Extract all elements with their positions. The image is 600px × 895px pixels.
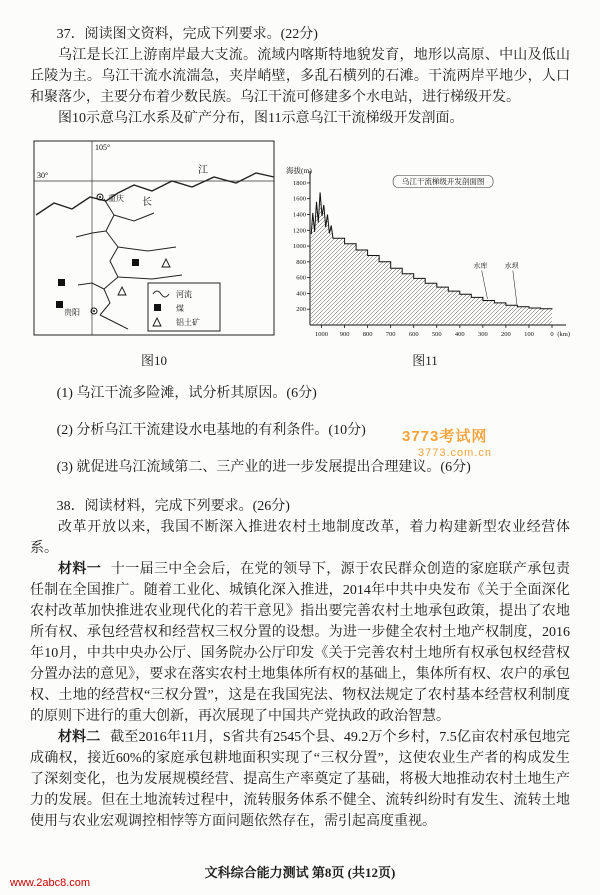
- x-tick-label: 900: [339, 331, 350, 338]
- watermark-site-url: 3773.com.cn: [418, 446, 492, 459]
- y-tick-label: 1800: [293, 179, 306, 187]
- x-tick-label: 800: [362, 331, 373, 338]
- q38-material-2: [30, 727, 570, 832]
- q37-subquestion-1: (1) 乌江干流多险滩，试分析其原因。(6分): [56, 386, 317, 401]
- y-tick-label: 1600: [293, 195, 306, 203]
- bauxite-deposit-marker: [118, 287, 126, 295]
- q37-paragraph-2: 图10示意乌江水系及矿产分布，图11示意乌江干流梯级开发剖面。: [58, 111, 464, 126]
- x-tick-label: 600: [408, 331, 419, 338]
- q37-paragraph-1: 乌江是长江上游南岸最大支流。流域内喀斯特地貌发育，地形以高原、中山及低山丘陵为主。乌江干流水流湍急，夹岸峭壁，多乱石横列的石滩。干流两岸平地少，人口和聚落少，主要分布着少数民族。乌江干流可修建多个水电站，进行梯级开发。: [30, 48, 570, 105]
- legend-coal-label: 煤: [176, 304, 184, 313]
- x-tick-label: 1000: [315, 331, 329, 338]
- x-tick-label: 300: [477, 331, 488, 338]
- wujiang-tributary: [76, 231, 106, 237]
- x-axis-unit: (km): [557, 331, 570, 338]
- watermark-site-name: 3773考试网: [402, 428, 488, 445]
- y-axis-label: 海拔(m): [286, 166, 312, 175]
- wujiang-tributary: [78, 283, 104, 289]
- legend-coal-symbol: [154, 304, 161, 311]
- material-1-label: 材料一: [58, 562, 102, 577]
- y-tick-label: 1200: [293, 227, 306, 235]
- legend-river-label: 河流: [176, 290, 192, 299]
- y-tick-label: 800: [296, 258, 306, 266]
- chongqing-city-dot: [99, 196, 101, 198]
- wujiang-tributary: [114, 213, 154, 221]
- elevation-profile-chart: [280, 165, 570, 341]
- bauxite-deposit-marker: [162, 259, 170, 267]
- watermark-3773: [402, 428, 492, 461]
- material-2-label: 材料二: [58, 730, 101, 745]
- parallel-30-label: 30°: [37, 171, 49, 180]
- x-tick-label: 400: [454, 331, 465, 338]
- source-site-link: www.2abc8.com: [10, 877, 91, 889]
- figures-row: [30, 135, 570, 371]
- legend-bauxite-symbol: [153, 318, 161, 326]
- reservoir-label: 水库: [473, 262, 488, 271]
- q38-intro: 改革开放以来，我国不断深入推进农村土地制度改革，着力构建新型农业经营体系。: [30, 520, 570, 556]
- page-footer: 文科综合能力测试 第8页 (共12页): [204, 865, 396, 880]
- wujiang-river-map: [30, 135, 278, 341]
- x-tick-label: 500: [431, 331, 442, 338]
- figure-10-caption: 图10: [140, 353, 167, 368]
- yangtze-river-line: [36, 173, 274, 215]
- dam-label: 水坝: [504, 262, 519, 271]
- material-1-text: 十一届三中全会后，在党的领导下，源于农民群众创造的家庭联产承包责任制在全国推广。随着工业化、城镇化深入推进，2014年中共中央发布《关于全面深化农村改革加快推进农业现代化的若干意见》指出要完善农村土地承包政策，提出了农地所有权、承包经营权和经营权三权分置的设想。为进一步健全农村土地产权制度，2016年10月，中共中央办公厅、国务院办公厅印发《关于完善农村土地所有权承包权经营权分置办法的意见》，要求在落实农村土地集体所有权的基础上，集体所有权、农户的承包权、土地的经营权“三权分置”，这是在我国宪法、物权法规定了农村基本经营权利制度的原则下进行的重大创新，再次展现了中国共产党执政的政治智慧。: [30, 562, 570, 724]
- figure-10: [30, 135, 278, 371]
- x-tick-label: 700: [385, 331, 396, 338]
- guiyang-label: 贵阳: [64, 308, 80, 317]
- q37-subquestion-2: (2) 分析乌江干流建设水电基地的有利条件。(10分): [56, 423, 366, 438]
- y-tick-label: 200: [296, 306, 306, 314]
- meridian-105-label: 105°: [95, 143, 111, 152]
- x-tick-label: 100: [524, 331, 534, 338]
- coal-deposit-marker: [132, 259, 139, 266]
- wujiang-main-stem: [100, 199, 118, 315]
- chart-title: 乌江干流梯级开发剖面图: [401, 177, 485, 186]
- dam-pointer-line: [513, 271, 517, 305]
- coal-deposit-marker: [58, 279, 65, 286]
- x-tick-label: 0: [550, 331, 554, 338]
- q37-subquestion-3: (3) 就促进乌江流域第二、三产业的进一步发展提出合理建议。(6分): [56, 460, 471, 475]
- x-tick-label: 200: [501, 331, 511, 338]
- wujiang-tributary: [118, 275, 182, 279]
- yangtze-label-char1: 长: [142, 197, 152, 208]
- q38-heading: 38．阅读材料，完成下列要求。(26分): [56, 499, 290, 514]
- legend-bauxite-label: 铝土矿: [176, 318, 200, 327]
- coal-deposit-marker: [56, 301, 63, 308]
- guiyang-city-dot: [93, 310, 95, 312]
- q38-material-1: [30, 559, 570, 727]
- figure-11-caption: 图11: [412, 353, 438, 368]
- legend-river-symbol: [153, 291, 169, 297]
- y-tick-label: 400: [296, 290, 306, 298]
- reservoir-pointer-line: [482, 271, 488, 299]
- y-tick-label: 1000: [293, 243, 306, 251]
- chongqing-label: 重庆: [108, 194, 124, 203]
- q37-heading: 37．阅读图文资料，完成下列要求。(22分): [56, 27, 318, 42]
- y-tick-label: 1400: [293, 211, 306, 219]
- figure-11: [280, 165, 570, 371]
- wujiang-tributary: [118, 247, 176, 251]
- yangtze-label-char2: 江: [198, 165, 208, 176]
- wujiang-tributary: [100, 315, 128, 329]
- material-2-text: 截至2016年11月，S省共有2545个县、49.2万个乡村，7.5亿亩农村承包地完成确权，接近60%的家庭承包耕地面积实现了“三权分置”，这使农业生产者的构成发生了深刻变化，也为发展规模经营、提高生产率奠定了基础，将极大地推动农村土地生产力的发展。但在土地流转过程中，流转服务体系不健全、流转纠纷时有发生、流转土地使用与农业宏观调控相悖等方面问题依然存在，需引起高度重视。: [30, 730, 571, 829]
- y-tick-label: 600: [296, 274, 306, 282]
